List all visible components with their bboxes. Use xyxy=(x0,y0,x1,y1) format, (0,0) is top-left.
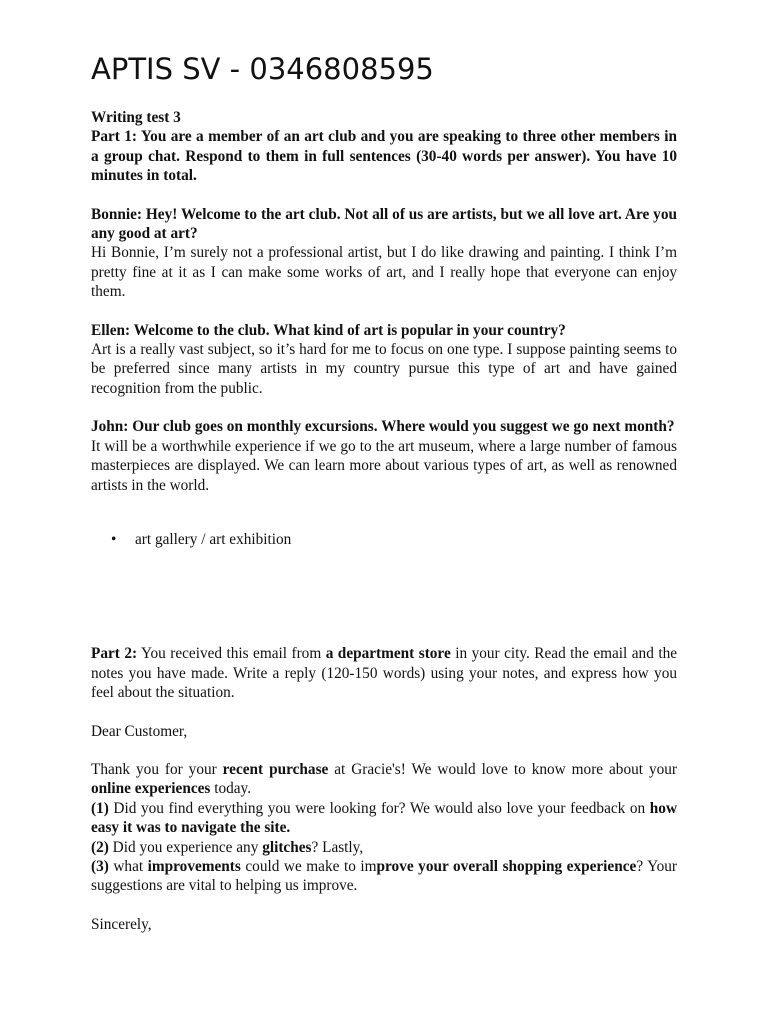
test-title: Writing test 3 xyxy=(91,109,181,126)
bullet-icon: • xyxy=(111,530,117,548)
question-answer: It will be a worthwhile experience if we go to the art museum, where a large number of famous masterpieces are displayed. We can learn more about various types of art, as well as renowned artists in the world. xyxy=(91,437,677,494)
question-prompt: Ellen: Welcome to the club. What kind of art is popular in your country? xyxy=(91,321,566,339)
email-closing: Sincerely, xyxy=(91,915,152,933)
email-paragraph: Thank you for your recent purchase at Gracie's! We would love to know more about your online experiences today. xyxy=(91,760,677,798)
question-prompt: John: Our club goes on monthly excursions. Where would you suggest we go next month? xyxy=(91,418,675,436)
notes-list xyxy=(91,530,677,549)
question-prompt: Bonnie: Hey! Welcome to the art club. Not all of us are artists, but we all love art. Are you any good at art? xyxy=(91,205,677,243)
email-greeting: Dear Customer, xyxy=(91,722,188,740)
part2-instructions: Part 2: You received this email from a department store in your city. Read the email and the notes you have made. Write a reply (120-150 words) using your notes, and express how you feel about the situation. xyxy=(91,645,678,702)
email-question-1: (1) Did you find everything you were looking for? We would also love your feedback on how easy it was to navigate the site. xyxy=(91,799,677,837)
email-question-2: (2) Did you experience any glitches? Lastly, xyxy=(91,838,364,856)
document-body xyxy=(91,108,677,934)
list-item: • art gallery / art exhibition xyxy=(111,530,292,548)
question-answer: Hi Bonnie, I’m surely not a professional artist, but I do like drawing and painting. I think I’m pretty fine at it as I can make some works of art, and I really hope that everyone can enjoy them. xyxy=(91,244,677,301)
part1-instructions: Part 1: You are a member of an art club and you are speaking to three other members in a group chat. Respond to them in full sentences (30-40 words per answer). You have 10 minutes in total. xyxy=(91,128,677,185)
question-answer: Art is a really vast subject, so it’s hard for me to focus on one type. I suppose painting seems to be preferred since many artists in my country pursue this type of art and have gained recognition from the public. xyxy=(91,341,677,397)
email-question-3: (3) what improvements could we make to improve your overall shopping experience? Your suggestions are vital to helping us improve. xyxy=(91,857,677,895)
page-title: APTIS SV - 0346808595 xyxy=(91,52,434,86)
